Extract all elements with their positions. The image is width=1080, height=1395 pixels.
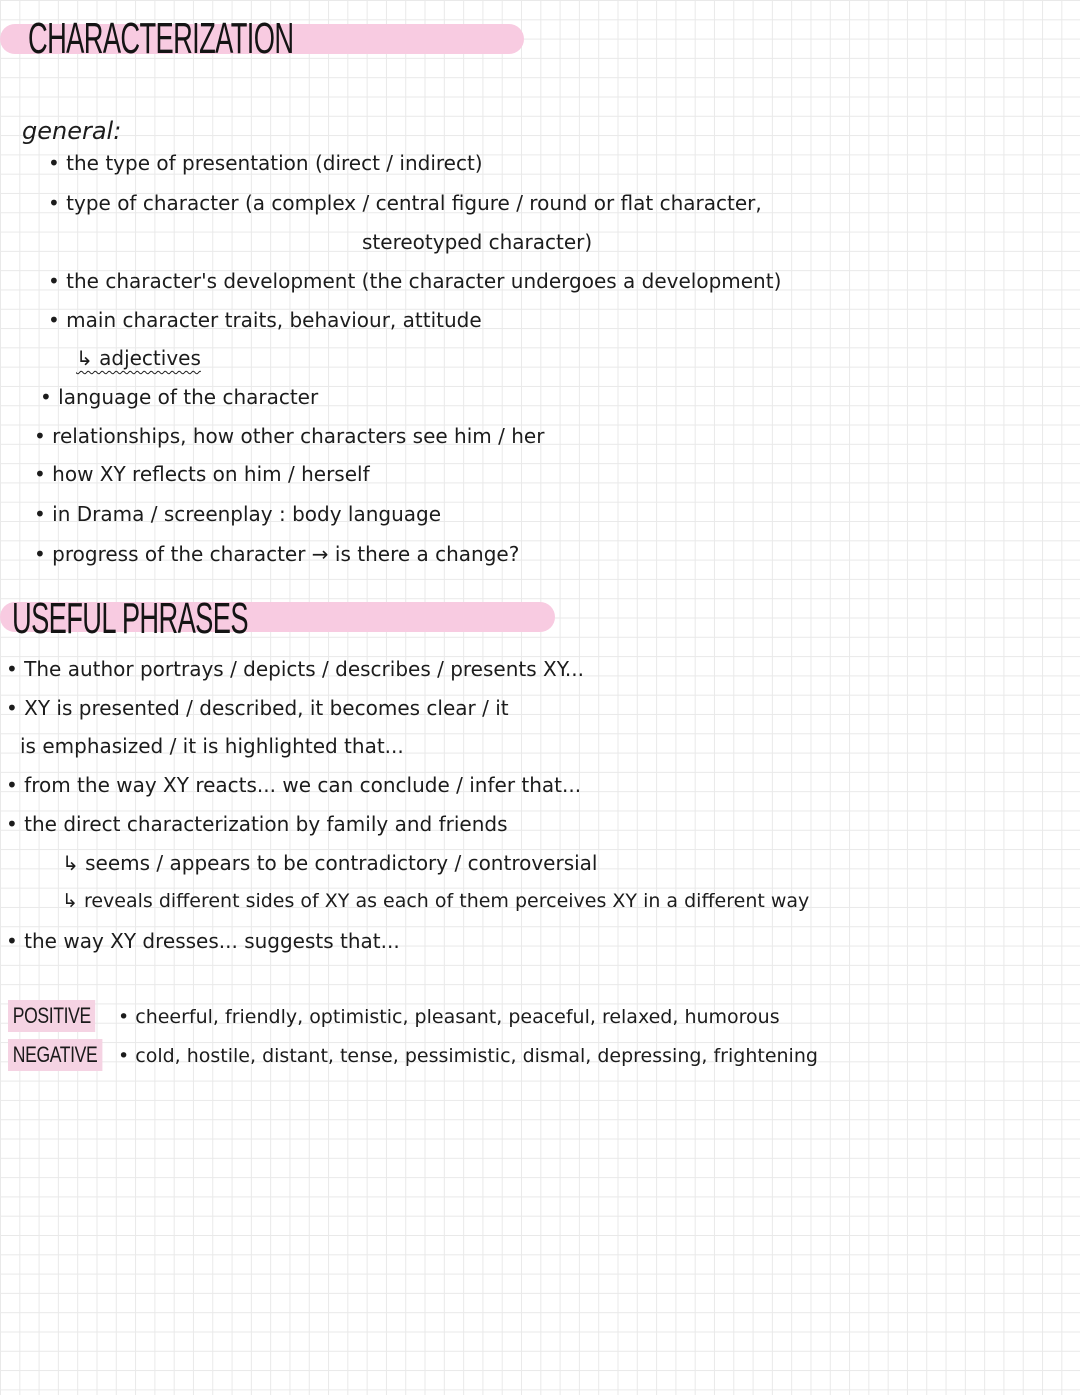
phrase-item-1: • The author portrays / depicts / describes / presents XY... <box>6 657 584 681</box>
negative-adjectives: • cold, hostile, distant, tense, pessimistic, dismal, depressing, frightening <box>118 1045 818 1067</box>
general-label: general: <box>22 117 122 145</box>
general-item-1: • the type of presentation (direct / indirect) <box>48 151 483 175</box>
general-item-7: • how XY reflects on him / herself <box>34 462 370 486</box>
general-item-2-cont: stereotyped character) <box>362 230 593 254</box>
phrase-item-3: • from the way XY reacts... we can conclude / infer that... <box>6 773 582 797</box>
general-item-5: • language of the character <box>40 385 319 409</box>
phrase-item-5: • the way XY dresses... suggests that... <box>6 929 400 953</box>
phrase-item-2: • XY is presented / described, it becomes clear / it <box>6 696 509 720</box>
positive-label: POSITIVE <box>8 1000 96 1032</box>
phrase-item-4-sub-1: ↳ seems / appears to be contradictory / controversial <box>62 851 598 875</box>
general-item-8: • in Drama / screenplay : body language <box>34 502 442 526</box>
general-item-4-sub: ↳ adjectives <box>76 346 201 370</box>
phrases-title: USEFUL PHRASES <box>12 594 248 643</box>
general-item-2: • type of character (a complex / central figure / round or flat character, <box>48 191 762 215</box>
general-item-3: • the character's development (the character undergoes a development) <box>48 269 782 293</box>
general-item-4: • main character traits, behaviour, attitude <box>48 308 482 332</box>
negative-label: NEGATIVE <box>8 1039 102 1071</box>
general-item-9: • progress of the character → is there a change? <box>34 542 520 566</box>
general-item-6: • relationships, how other characters see him / her <box>34 424 545 448</box>
phrase-item-2-cont: is emphasized / it is highlighted that... <box>20 734 404 758</box>
page-title: CHARACTERIZATION <box>28 14 294 63</box>
phrase-item-4-sub-2: ↳ reveals different sides of XY as each of them perceives XY in a different way <box>62 890 810 912</box>
positive-adjectives: • cheerful, friendly, optimistic, pleasant, peaceful, relaxed, humorous <box>118 1006 780 1028</box>
phrase-item-4: • the direct characterization by family and friends <box>6 812 508 836</box>
